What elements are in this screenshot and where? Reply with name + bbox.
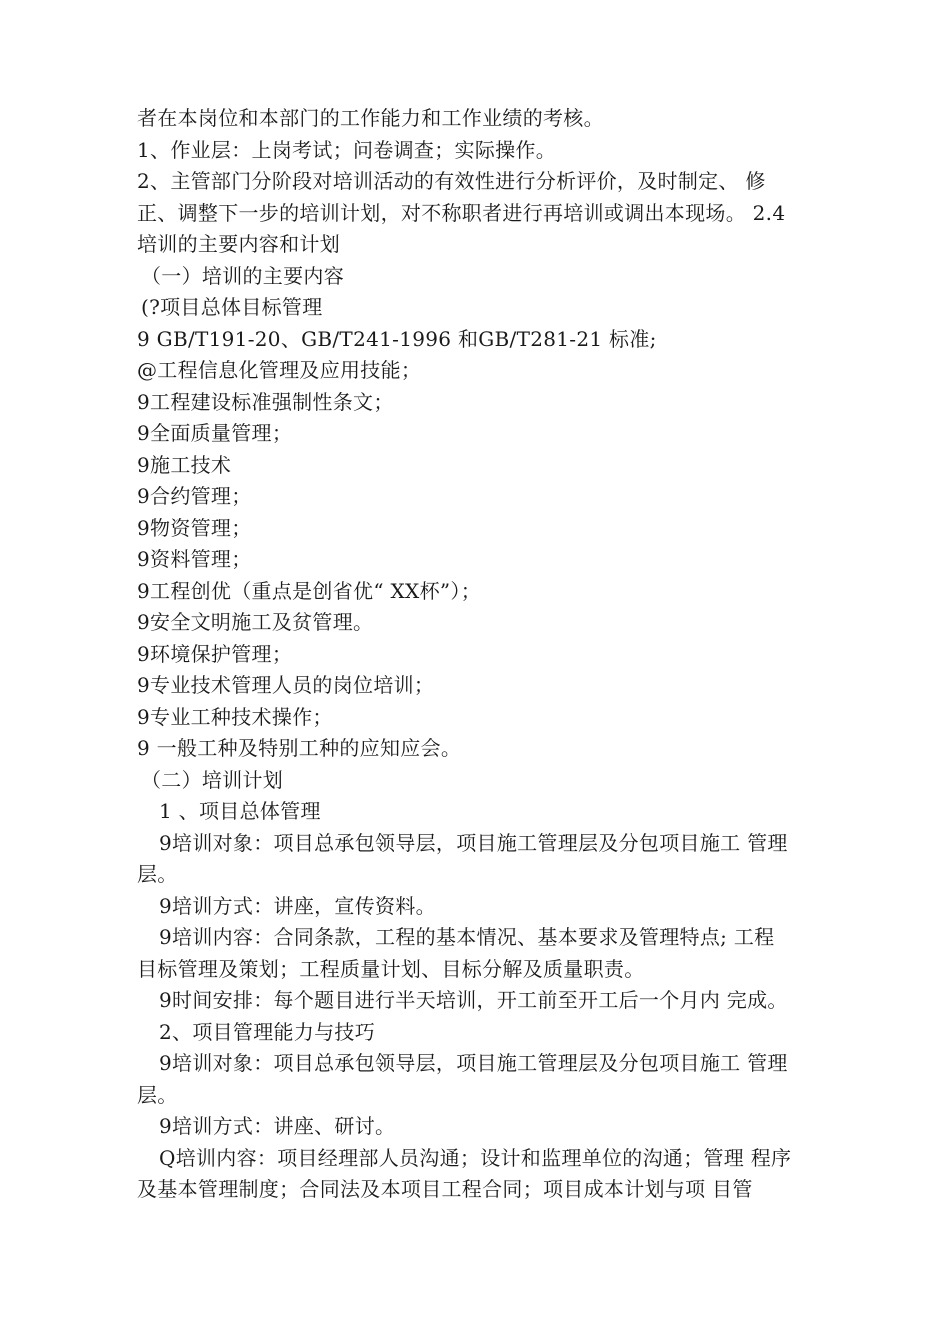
document-body xyxy=(137,103,827,1206)
text-line: (?项目总体目标管理 xyxy=(141,295,323,319)
text-line: 9时间安排：每个题目进行半天培训，开工前至开工后一个月内 完成。 xyxy=(159,988,788,1012)
text-line: 9环境保护管理； xyxy=(137,641,293,666)
text-line: 正、调整下一步的培训计划，对不称职者进行再培训或调出本现场。 2.4 xyxy=(137,200,786,225)
text-line: 者在本岗位和本部门的工作能力和工作业绩的考核。 xyxy=(137,106,604,130)
text-line: 9培训对象：项目总承包领导层，项目施工管理层及分包项目施工 管理 xyxy=(159,1051,788,1075)
text-line: 9专业工种技术操作； xyxy=(137,704,333,729)
text-line: 9工程创优（重点是创省优“ XX杯”）； xyxy=(137,578,482,603)
text-line: 9全面质量管理； xyxy=(137,421,293,445)
text-line: Q培训内容：项目经理部人员沟通；设计和监理单位的沟通；管理 程序 xyxy=(159,1145,792,1170)
text-line: 9培训内容：合同条款，工程的基本情况、基本要求及管理特点; 工程 xyxy=(159,925,775,949)
text-line: 9 GB/T191-20、GB/T241-1996 和GB/T281-21 标准; xyxy=(137,326,657,351)
text-line: 2、主管部门分阶段对培训活动的有效性进行分析评价，及时制定、 修 xyxy=(137,169,766,193)
text-line: 9专业技术管理人员的岗位培训； xyxy=(137,673,435,697)
text-line: （一）培训的主要内容 xyxy=(141,263,344,288)
text-line: 1、作业层：上岗考试；问卷调查；实际操作。 xyxy=(137,137,557,162)
text-line: 9工程建设标准强制性条文； xyxy=(137,389,394,414)
text-line: 1 、项目总体管理 xyxy=(159,799,321,823)
text-line: 9施工技术 xyxy=(137,452,232,477)
text-line: 层。 xyxy=(137,862,178,886)
text-line: 9安全文明施工及贫管理。 xyxy=(137,610,374,634)
text-line: 2、项目管理能力与技巧 xyxy=(159,1019,376,1044)
text-line: 9培训方式：讲座，宣传资料。 xyxy=(159,893,436,918)
text-line: 层。 xyxy=(137,1082,178,1107)
text-line: 及基本管理制度；合同法及本项目工程合同；项目成本计划与项 目管 xyxy=(137,1177,753,1201)
text-line: 目标管理及策划；工程质量计划、目标分解及质量职责。 xyxy=(137,956,645,981)
text-line: 培训的主要内容和计划 xyxy=(137,232,340,256)
text-line: 9培训对象：项目总承包领导层，项目施工管理层及分包项目施工 管理 xyxy=(159,830,788,855)
text-line: （二）培训计划 xyxy=(141,767,284,792)
text-line: @工程信息化管理及应用技能； xyxy=(137,358,422,382)
text-line: 9合约管理； xyxy=(137,484,252,508)
text-line: 9资料管理； xyxy=(137,547,252,571)
text-line: 9培训方式：讲座、研讨。 xyxy=(159,1114,396,1138)
text-line: 9物资管理； xyxy=(137,515,252,540)
text-line: 9 一般工种及特别工种的应知应会。 xyxy=(137,736,462,760)
